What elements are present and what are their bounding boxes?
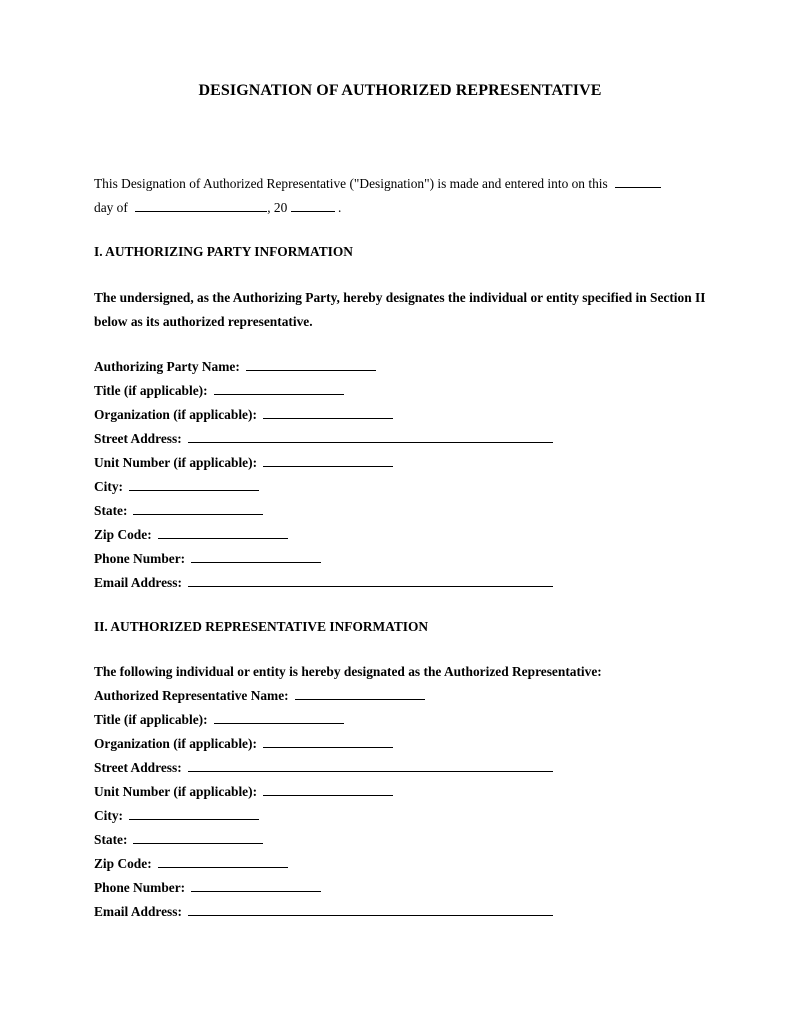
year-blank[interactable] bbox=[291, 199, 335, 212]
field-label: Email Address: bbox=[94, 904, 182, 919]
field-input-line[interactable] bbox=[188, 572, 553, 587]
email-address-field bbox=[94, 900, 714, 924]
intro-paragraph bbox=[94, 172, 714, 220]
field-label: Organization (if applicable): bbox=[94, 407, 257, 422]
field-input-line[interactable] bbox=[263, 404, 393, 419]
field-input-line[interactable] bbox=[158, 524, 288, 539]
section-1-heading: I. AUTHORIZING PARTY INFORMATION bbox=[94, 244, 353, 259]
phone-number-field bbox=[94, 547, 714, 571]
field-input-line[interactable] bbox=[263, 733, 393, 748]
field-input-line[interactable] bbox=[263, 781, 393, 796]
field-input-line[interactable] bbox=[188, 757, 553, 772]
authorized-representative-name-field bbox=[94, 684, 714, 708]
state-field bbox=[94, 499, 714, 523]
field-input-line[interactable] bbox=[295, 685, 425, 700]
field-label: City: bbox=[94, 479, 124, 494]
unit-number-field bbox=[94, 780, 714, 804]
field-label: Unit Number (if applicable): bbox=[94, 455, 258, 470]
phone-number-field bbox=[94, 876, 714, 900]
field-label: Authorized Representative Name: bbox=[94, 688, 289, 703]
field-label: Organization (if applicable): bbox=[94, 736, 257, 751]
field-input-line[interactable] bbox=[129, 476, 259, 491]
field-input-line[interactable] bbox=[191, 548, 321, 563]
day-blank[interactable] bbox=[615, 175, 661, 188]
authorizing-party-name-field bbox=[94, 355, 714, 379]
city-field bbox=[94, 804, 714, 828]
field-input-line[interactable] bbox=[188, 428, 553, 443]
field-input-line[interactable] bbox=[133, 829, 263, 844]
intro-text-1: This Designation of Authorized Representative ("Designation") is made and entered into on this bbox=[94, 176, 608, 191]
field-label: Zip Code: bbox=[94, 856, 152, 871]
street-address-field bbox=[94, 427, 714, 451]
field-label: Phone Number: bbox=[94, 551, 186, 566]
organization-field bbox=[94, 732, 714, 756]
field-input-line[interactable] bbox=[246, 356, 376, 371]
field-label: State: bbox=[94, 832, 128, 847]
unit-number-field bbox=[94, 451, 714, 475]
intro-text-2: day of bbox=[94, 200, 128, 215]
month-blank[interactable] bbox=[135, 199, 267, 212]
field-label: Title (if applicable): bbox=[94, 712, 208, 727]
field-label: Email Address: bbox=[94, 575, 182, 590]
city-field bbox=[94, 475, 714, 499]
state-field bbox=[94, 828, 714, 852]
organization-field bbox=[94, 403, 714, 427]
field-label: Unit Number (if applicable): bbox=[94, 784, 258, 799]
field-input-line[interactable] bbox=[158, 853, 288, 868]
field-input-line[interactable] bbox=[188, 901, 553, 916]
intro-text-4: . bbox=[338, 200, 342, 215]
field-label: Street Address: bbox=[94, 431, 182, 446]
section-1-fields bbox=[94, 355, 714, 595]
field-label: State: bbox=[94, 503, 128, 518]
section-2-fields bbox=[94, 684, 714, 924]
email-address-field bbox=[94, 571, 714, 595]
field-input-line[interactable] bbox=[214, 709, 344, 724]
field-input-line[interactable] bbox=[214, 380, 344, 395]
field-label: Phone Number: bbox=[94, 880, 186, 895]
title-field bbox=[94, 708, 714, 732]
zip-code-field bbox=[94, 523, 714, 547]
field-label: Street Address: bbox=[94, 760, 182, 775]
field-label: Authorizing Party Name: bbox=[94, 359, 240, 374]
section-2-heading: II. AUTHORIZED REPRESENTATIVE INFORMATION bbox=[94, 619, 429, 634]
field-input-line[interactable] bbox=[133, 500, 263, 515]
zip-code-field bbox=[94, 852, 714, 876]
field-label: Zip Code: bbox=[94, 527, 152, 542]
title-field bbox=[94, 379, 714, 403]
intro-text-3: , 20 bbox=[267, 200, 288, 215]
field-input-line[interactable] bbox=[263, 452, 393, 467]
field-input-line[interactable] bbox=[129, 805, 259, 820]
street-address-field bbox=[94, 756, 714, 780]
field-label: City: bbox=[94, 808, 124, 823]
field-input-line[interactable] bbox=[191, 877, 321, 892]
section-1-paragraph: The undersigned, as the Authorizing Party, hereby designates the individual or entity specified in Section II below as its authorized representative. bbox=[94, 290, 706, 329]
field-label: Title (if applicable): bbox=[94, 383, 208, 398]
document-title: DESIGNATION OF AUTHORIZED REPRESENTATIVE bbox=[198, 82, 602, 99]
section-2-paragraph: The following individual or entity is hereby designated as the Authorized Representative: bbox=[94, 664, 602, 679]
